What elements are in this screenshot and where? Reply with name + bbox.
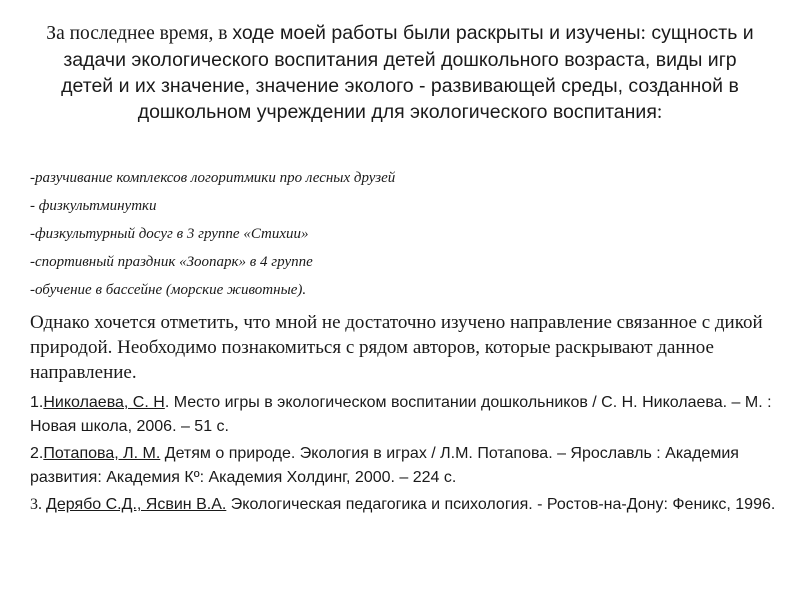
reference-item	[30, 493, 780, 517]
activity-item: - физкультминутки	[30, 198, 157, 214]
intro-main: ходе моей работы были раскрыты и изучены	[232, 22, 641, 44]
references-list	[30, 391, 780, 520]
reference-text: Экологическая педагогика и психология. - Ростов-на-Дону: Феникс, 1996.	[226, 496, 776, 513]
reference-item	[30, 391, 780, 439]
reference-text: . Место игры в экологическом воспитании дошкольников / С. Н. Николаева. – М. : Новая школа, 2006. – 51 с.	[30, 394, 772, 435]
intro-body: сущность и задачи экологического воспитания детей дошкольного возраста, виды игр детей и их значение, значение эколого - развивающей среды, созданной в дошкольном учреждении для экологического воспитания	[61, 22, 754, 123]
reference-item	[30, 442, 780, 490]
activity-item: -спортивный праздник «Зоопарк» в 4 группе	[30, 254, 313, 270]
reference-author: Дерябо С.Д., Ясвин В.А.	[46, 496, 227, 513]
reference-number: 1.	[30, 394, 44, 411]
reference-text: Детям о природе. Экология в играх / Л.М. Потапова. – Ярославль : Академия развития: Академия Кº: Академия Холдинг, 2000. – 224 с.	[30, 445, 739, 486]
activity-item: -физкультурный досуг в 3 группе «Стихии»	[30, 226, 309, 242]
activity-item: -обучение в бассейне (морские животные).	[30, 282, 307, 298]
intro-comma: , в	[208, 23, 233, 44]
activities-list	[30, 164, 770, 304]
intro-end-colon: :	[656, 102, 663, 123]
intro-paragraph	[40, 20, 760, 126]
note-paragraph: Однако хочется отметить, что мной не достаточно изучено направление связанное с дикой природой. Необходимо познакомиться с рядом авторов, которые раскрывают данное направление.	[30, 312, 763, 383]
intro-colon: :	[640, 23, 646, 44]
reference-number: 3.	[30, 496, 46, 513]
intro-lead: За последнее время	[46, 23, 209, 44]
activity-item: -разучивание комплексов логоритмики про лесных друзей	[30, 170, 396, 186]
reference-author: Николаева, С. Н	[43, 394, 165, 411]
reference-author: Потапова, Л. М.	[43, 445, 161, 462]
reference-number: 2.	[30, 445, 44, 462]
